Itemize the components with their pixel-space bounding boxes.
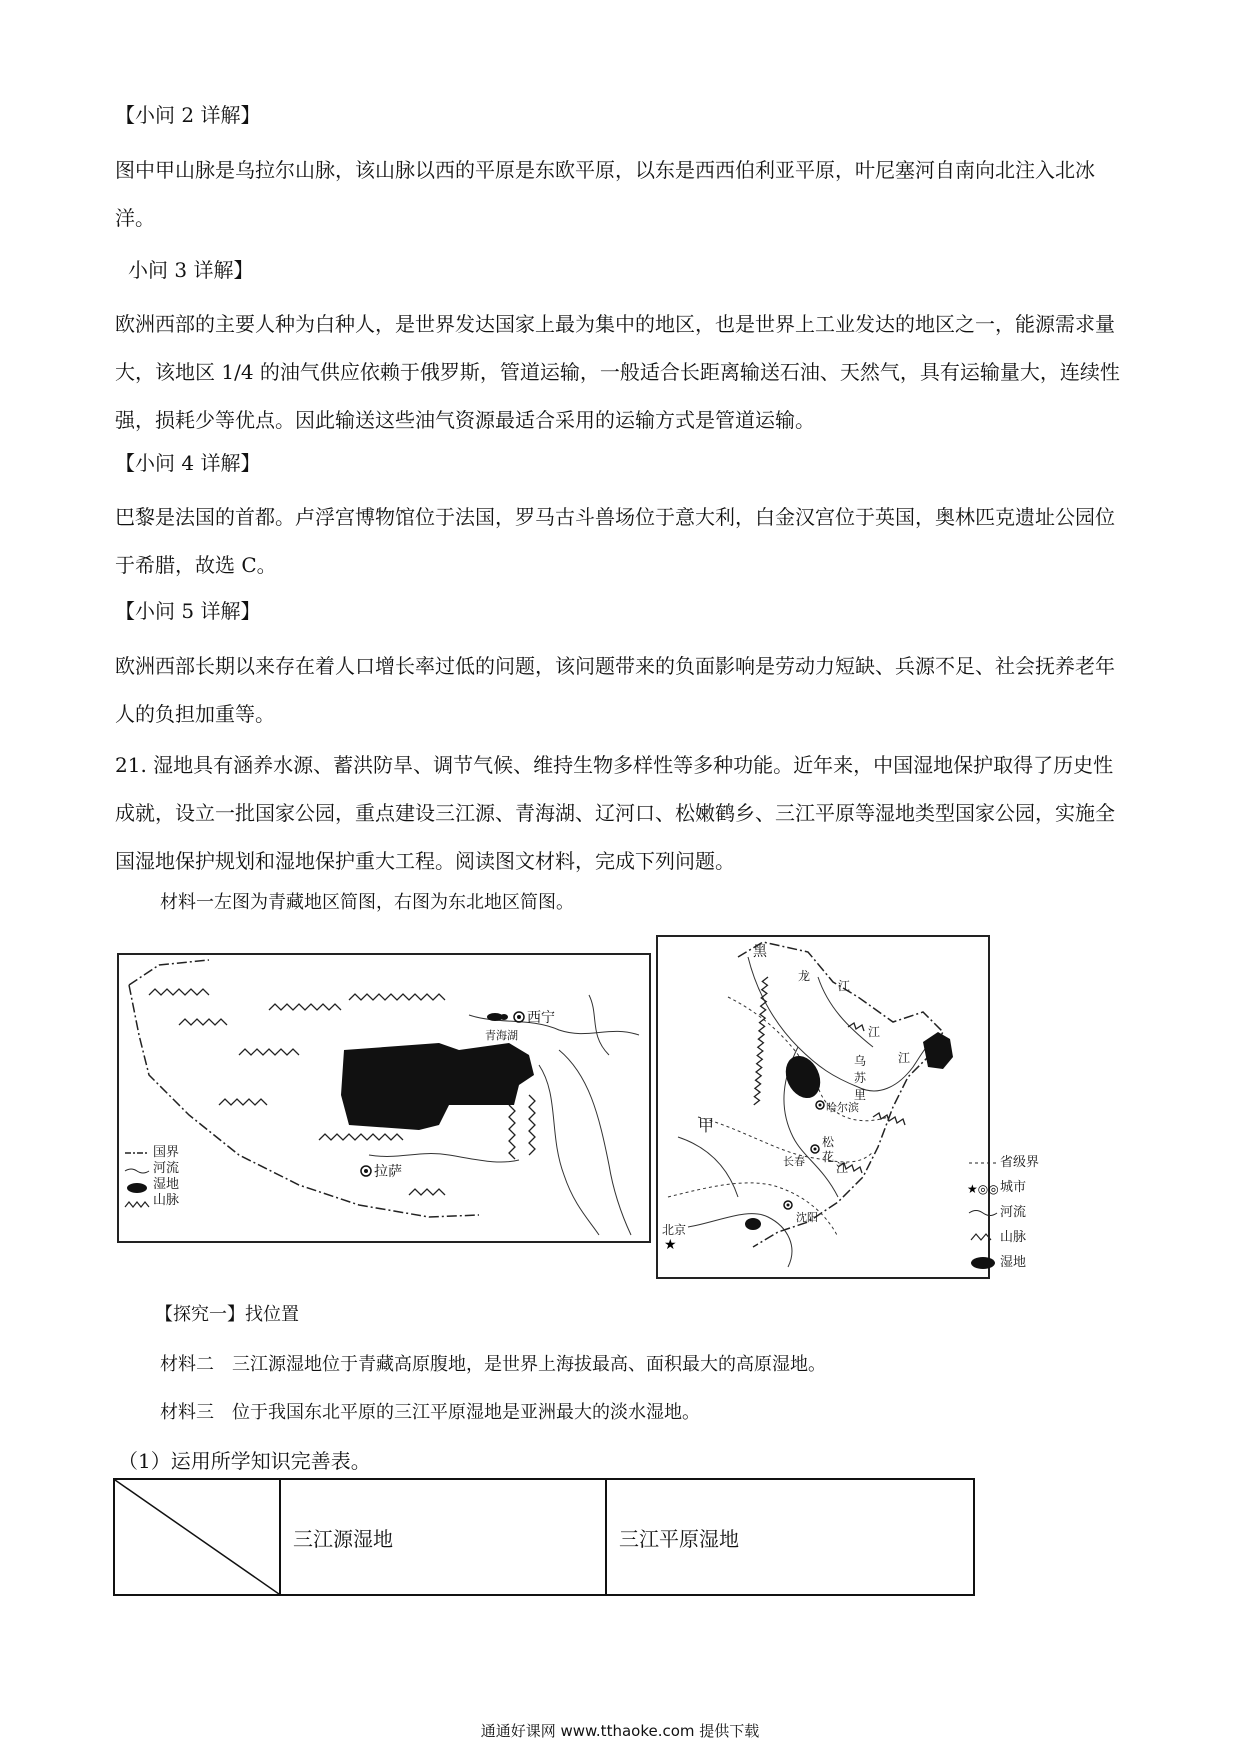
left-legend-wetland-label: 湿地	[153, 1177, 180, 1192]
label-hei: 黑	[753, 944, 767, 960]
q21-body: 21. 湿地具有涵养水源、蓄洪防旱、调节气候、维持生物多样性等多种功能。近年来，中国湿地保护取得了历史性成就，设立一批国家公园，重点建设三江源、青海湖、辽河口、松嫩鹤乡、三江平原等湿地类型国家公园，实施全国湿地保护规划和湿地保护重大工程。阅读图文材料，完成下列问题。	[115, 753, 1115, 873]
table-corner-cell	[114, 1479, 280, 1595]
label-jiang4: 江	[836, 1161, 849, 1175]
task-1: （1）运用所学知识完善表。	[118, 1449, 371, 1473]
q5-body: 欧洲西部长期以来存在着人口增长率过低的问题，该问题带来的负面影响是劳动力短缺、兵源不足、社会抚养老年人的负担加重等。	[115, 654, 1115, 726]
right-map-legend	[1000, 1150, 1039, 1275]
material-2: 材料二 三江源湿地位于青藏高原腹地，是世界上海拔最高、面积最大的高原湿地。	[160, 1354, 826, 1375]
label-long: 龙	[798, 969, 811, 983]
maps-figure	[115, 935, 1090, 1280]
right-legend-province-label: 省级界	[1000, 1155, 1040, 1170]
right-legend-river-label: 河流	[1000, 1205, 1027, 1220]
right-legend-city-label: 城市	[1000, 1180, 1027, 1195]
diagonal-line	[115, 1480, 279, 1594]
label-wu: 乌	[854, 1054, 867, 1068]
comparison-table	[113, 1478, 975, 1596]
footer: 通通好课网 www.tthaoke.com 提供下载	[480, 1722, 760, 1740]
qinghai-lake-label: 青海湖	[485, 1029, 518, 1042]
qinghai-tibet-map-drawing	[119, 955, 649, 1241]
label-su: 苏	[854, 1071, 867, 1085]
label-jiang2: 江	[868, 1025, 881, 1039]
label-song: 松	[822, 1135, 835, 1149]
table-col-sanjiangyuan: 三江源湿地	[280, 1479, 606, 1595]
table-col-sanjiang-plain: 三江平原湿地	[606, 1479, 974, 1595]
label-li: 里	[854, 1088, 867, 1102]
shenyang-label: 沈阳	[796, 1211, 818, 1224]
qinghai-tibet-map	[117, 953, 651, 1243]
left-legend-river-label: 河流	[153, 1161, 180, 1176]
xining-label: 西宁	[527, 1010, 555, 1026]
q3-body: 欧洲西部的主要人种为白种人，是世界发达国家上最为集中的地区，也是世界上工业发达的地区之一，能源需求量大，该地区 1/4 的油气供应依赖于俄罗斯，管道运输，一般适合长距离输送石油、天然气，具有运输量大，连续性强，损耗少等优点。因此输送这些油气资源最适合采用的运输方式是管道运输。	[115, 312, 1120, 432]
label-hua: 花	[822, 1150, 835, 1164]
harbin-label: 哈尔滨	[826, 1101, 859, 1114]
northeast-map-drawing	[658, 937, 988, 1277]
q4-body: 巴黎是法国的首都。卢浮宫博物馆位于法国，罗马古斗兽场位于意大利，白金汉宫位于英国，奥林匹克遗址公园位于希腊，故选 C。	[115, 505, 1115, 577]
right-legend-symbols	[965, 1150, 1001, 1280]
left-legend-mountain-label: 山脉	[153, 1193, 180, 1208]
changchun-label: 长春	[783, 1155, 805, 1168]
q4-heading: 【小问 4 详解】	[115, 451, 261, 475]
right-legend-wetland-label: 湿地	[1000, 1255, 1027, 1270]
label-jiang3: 江	[898, 1051, 911, 1065]
svg-text:★: ★	[664, 1237, 677, 1253]
lhasa-label: 拉萨	[374, 1164, 402, 1180]
label-jia: 甲	[698, 1116, 715, 1135]
explore-1: 【探究一】找位置	[155, 1304, 299, 1325]
q2-heading: 【小问 2 详解】	[115, 103, 261, 127]
material-1: 材料一左图为青藏地区简图，右图为东北地区简图。	[160, 892, 574, 913]
q5-heading: 【小问 5 详解】	[115, 599, 261, 623]
left-legend-border-label: 国界	[153, 1145, 180, 1160]
label-jiang1: 江	[838, 979, 851, 993]
beijing-label: 北京	[662, 1223, 687, 1237]
left-map-legend	[153, 1145, 179, 1209]
q2-body: 图中甲山脉是乌拉尔山脉，该山脉以西的平原是东欧平原，以东是西西伯利亚平原，叶尼塞河自南向北注入北冰洋。	[115, 158, 1095, 230]
material-3: 材料三 位于我国东北平原的三江平原湿地是亚洲最大的淡水湿地。	[160, 1402, 700, 1423]
svg-text:★◎◎: ★◎◎	[967, 1182, 999, 1196]
northeast-map	[656, 935, 990, 1279]
q3-heading: 小问 3 详解】	[128, 258, 254, 282]
right-legend-mountain-label: 山脉	[1000, 1230, 1027, 1245]
